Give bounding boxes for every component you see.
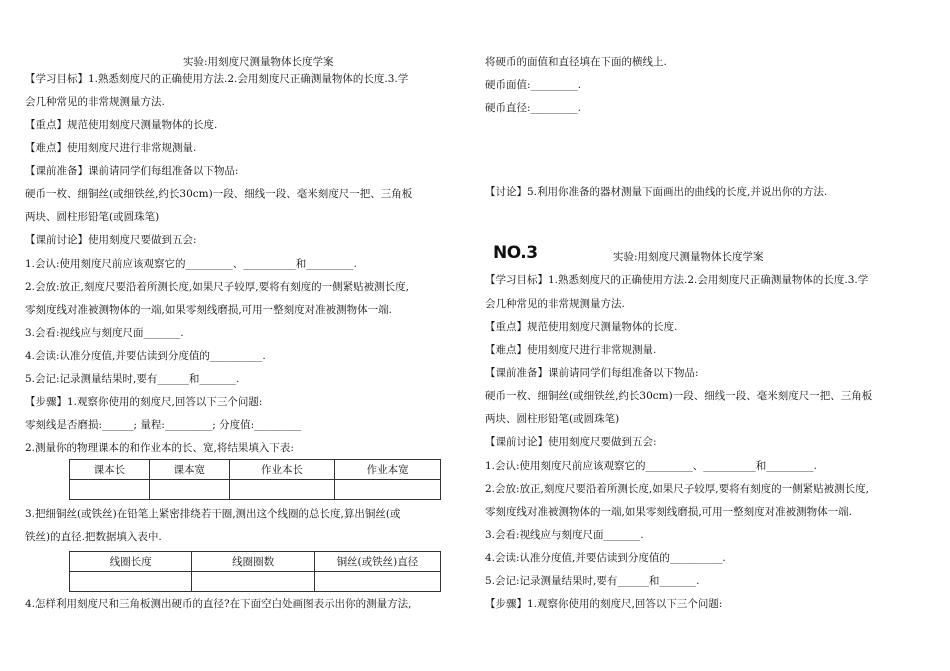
coin-value-line: 硬币面值:_________. bbox=[485, 79, 582, 91]
table-header: 铜丝(或铁丝)直径 bbox=[314, 552, 440, 572]
text-line: 零刻度线对准被测物体的一端,如果零刻线磨损,可用一整刻度对准被测物体一端. bbox=[485, 506, 853, 518]
page-title: 实验:用刻度尺测量物体长度学案 bbox=[183, 56, 334, 68]
text-line: 将硬币的面值和直径填在下面的横线上. bbox=[485, 56, 667, 68]
text-line: 2.会放:放正,刻度尺要沿着所测长度,如果尺子较厚,要将有刻度的一侧紧贴被测长度, bbox=[25, 281, 409, 293]
coin-diameter-line: 硬币直径:_________. bbox=[485, 102, 582, 114]
text-line: 【难点】使用刻度尺进行非常规测量. bbox=[25, 142, 197, 154]
table-cell[interactable] bbox=[70, 572, 192, 592]
text-line: 【步骤】1.观察你使用的刻度尺,回答以下三个问题: bbox=[25, 396, 263, 408]
text-line: 零刻线是否磨损:______; 量程:_________; 分度值:_________ bbox=[25, 419, 302, 431]
textbook-table bbox=[69, 459, 441, 500]
text-line: 4.会读:认准分度值,并要估读到分度值的__________. bbox=[485, 552, 726, 564]
table-header: 线圈长度 bbox=[70, 552, 192, 572]
text-line: 两块、圆柱形铅笔(或圆珠笔) bbox=[485, 413, 620, 425]
text-line: 2.会放:放正,刻度尺要沿着所测长度,如果尺子较厚,要将有刻度的一侧紧贴被测长度, bbox=[485, 483, 869, 495]
table-cell[interactable] bbox=[314, 572, 440, 592]
text-line: 【课前准备】课前请同学们每组准备以下物品: bbox=[25, 165, 239, 177]
text-line: 3.会看:视线应与刻度尺面_______. bbox=[25, 327, 184, 339]
text-line: 【学习目标】1.熟悉刻度尺的正确使用方法.2.会用刻度尺正确测量物体的长度.3.学 bbox=[485, 274, 869, 286]
text-line: 硬币一枚、细铜丝(或细铁丝,约长30cm)一段、细线一段、毫米刻度尺一把、三角板 bbox=[25, 188, 413, 200]
table-header: 线圈圈数 bbox=[192, 552, 314, 572]
text-line: 会几种常见的非常规测量方法. bbox=[25, 96, 165, 108]
text-line: 5.会记:记录测量结果时,要有______和_______. bbox=[25, 373, 240, 385]
text-line: 1.会认:使用刻度尺前应该观察它的_________、__________和_________. bbox=[485, 460, 817, 472]
table-cell[interactable] bbox=[70, 480, 150, 500]
text-line: 【步骤】1.观察你使用的刻度尺,回答以下三个问题: bbox=[485, 598, 723, 610]
text-line: 零刻度线对准被测物体的一端,如果零刻线磨损,可用一整刻度对准被测物体一端. bbox=[25, 304, 393, 316]
text-line: 5.会记:记录测量结果时,要有______和_______. bbox=[485, 575, 700, 587]
table-cell[interactable] bbox=[149, 480, 229, 500]
page-title: 实验:用刻度尺测量物体长度学案 bbox=[613, 251, 764, 263]
table-cell[interactable] bbox=[335, 480, 441, 500]
table-header: 作业本长 bbox=[229, 460, 335, 480]
text-line: 2.测量你的物理课本的和作业本的长、宽,将结果填入下表: bbox=[25, 442, 294, 454]
text-line: 硬币一枚、细铜丝(或细铁丝,约长30cm)一段、细线一段、毫米刻度尺一把、三角板 bbox=[485, 390, 873, 402]
text-line: 4.会读:认准分度值,并要估读到分度值的__________. bbox=[25, 350, 266, 362]
table-cell[interactable] bbox=[229, 480, 335, 500]
text-line: 【课前讨论】使用刻度尺要做到五会: bbox=[485, 436, 657, 448]
table-header: 课本宽 bbox=[149, 460, 229, 480]
text-line: 两块、圆柱形铅笔(或圆珠笔) bbox=[25, 211, 160, 223]
text-line: 会几种常见的非常规测量方法. bbox=[485, 298, 625, 310]
text-line: 【重点】规范使用刻度尺测量物体的长度. bbox=[485, 321, 678, 333]
table-header: 作业本宽 bbox=[335, 460, 441, 480]
table-cell[interactable] bbox=[192, 572, 314, 592]
text-line: 1.会认:使用刻度尺前应该观察它的_________、__________和_________. bbox=[25, 258, 357, 270]
text-line: 【难点】使用刻度尺进行非常规测量. bbox=[485, 344, 657, 356]
wire-table bbox=[69, 551, 441, 592]
text-line: 【学习目标】1.熟悉刻度尺的正确使用方法.2.会用刻度尺正确测量物体的长度.3.学 bbox=[25, 73, 409, 85]
text-line: 铁丝)的直径.把数据填入表中. bbox=[25, 531, 162, 543]
text-line: 3.会看:视线应与刻度尺面_______. bbox=[485, 529, 644, 541]
text-line: 【课前准备】课前请同学们每组准备以下物品: bbox=[485, 367, 699, 379]
text-line: 3.把细铜丝(或铁丝)在铅笔上紧密排绕若干圈,测出这个线圈的总长度,算出铜丝(或 bbox=[25, 508, 401, 520]
table-header: 课本长 bbox=[70, 460, 150, 480]
section-number: NO.3 bbox=[493, 243, 538, 263]
text-line: 【重点】规范使用刻度尺测量物体的长度. bbox=[25, 119, 218, 131]
discussion-line: 【讨论】5.利用你准备的器材测量下面画出的曲线的长度,并说出你的方法. bbox=[485, 186, 828, 198]
text-line: 4.怎样利用刻度尺和三角板测出硬币的直径?在下面空白处画图表示出你的测量方法, bbox=[25, 598, 412, 610]
text-line: 【课前讨论】使用刻度尺要做到五会: bbox=[25, 234, 197, 246]
